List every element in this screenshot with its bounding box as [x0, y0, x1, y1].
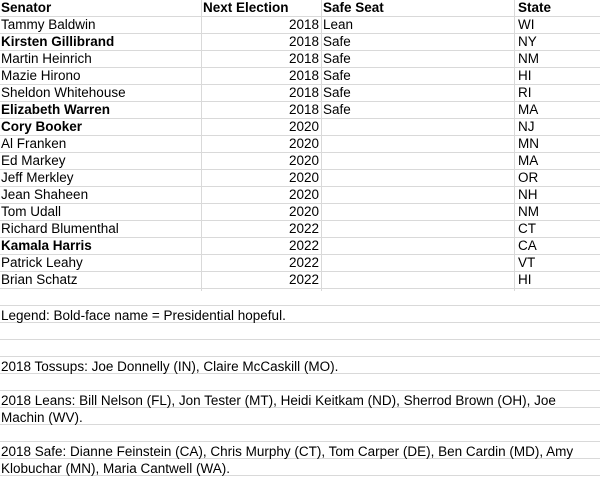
state-cell[interactable]: WI — [518, 17, 535, 32]
senator-cell[interactable]: Patrick Leahy — [1, 255, 83, 270]
empty-row — [0, 374, 600, 391]
next-election-cell[interactable]: 2020 — [288, 187, 319, 202]
leans-note[interactable]: 2018 Leans: Bill Nelson (FL), Jon Tester (MT), Heidi Keitkam (ND), Sherrod Brown (OH), Joe Machin (WV). — [1, 393, 556, 425]
senator-cell[interactable]: Richard Blumenthal — [1, 221, 119, 236]
safe-seat-cell[interactable] — [322, 272, 514, 288]
senator-cell[interactable]: Jean Shaheen — [1, 187, 89, 202]
senator-cell[interactable]: Sheldon Whitehouse — [1, 85, 126, 100]
next-election-cell[interactable]: 2018 — [288, 34, 319, 49]
next-election-cell[interactable]: 2022 — [288, 255, 319, 270]
table-row — [0, 238, 600, 255]
table-row — [0, 221, 600, 238]
next-election-cell[interactable]: 2018 — [288, 17, 319, 32]
senator-cell[interactable]: Kamala Harris — [1, 238, 92, 253]
next-election-cell[interactable]: 2022 — [288, 272, 319, 287]
senator-cell[interactable]: Elizabeth Warren — [1, 102, 111, 117]
column-divider — [321, 0, 322, 291]
senator-cell[interactable]: Cory Booker — [1, 119, 83, 134]
safe-seat-cell[interactable]: Safe — [323, 85, 351, 100]
safe-seat-cell[interactable]: Safe — [323, 51, 351, 66]
tossups-note[interactable]: 2018 Tossups: Joe Donnelly (IN), Claire McCaskill (MO). — [1, 359, 339, 374]
state-cell[interactable]: MN — [518, 136, 539, 151]
state-cell[interactable]: CT — [518, 221, 536, 236]
next-election-cell[interactable]: 2020 — [288, 153, 319, 168]
empty-row — [0, 289, 600, 306]
table-row — [0, 255, 600, 272]
empty-row — [0, 323, 600, 340]
next-election-cell[interactable]: 2020 — [288, 204, 319, 219]
senator-cell[interactable]: Brian Schatz — [1, 272, 78, 287]
column-divider — [514, 0, 515, 291]
state-cell[interactable]: MA — [518, 102, 539, 117]
safe-seat-cell[interactable] — [322, 170, 514, 186]
next-election-cell[interactable]: 2018 — [288, 102, 319, 117]
safe-seat-cell[interactable] — [322, 255, 514, 271]
state-cell[interactable]: RI — [518, 85, 532, 100]
state-cell[interactable]: NH — [518, 187, 538, 202]
legend-note[interactable]: Legend: Bold-face name = Presidential hopeful. — [1, 308, 286, 323]
senator-cell[interactable]: Ed Markey — [1, 153, 66, 168]
next-election-cell[interactable]: 2018 — [288, 85, 319, 100]
next-election-cell[interactable]: 2020 — [288, 170, 319, 185]
state-cell[interactable]: NM — [518, 51, 539, 66]
table-row — [0, 68, 600, 85]
table-row — [0, 272, 600, 289]
next-election-cell[interactable]: 2020 — [288, 136, 319, 151]
header-safe-seat[interactable]: Safe Seat — [323, 0, 384, 15]
safe-seat-cell[interactable]: Safe — [323, 34, 351, 49]
table-row — [0, 170, 600, 187]
safe-seat-cell[interactable] — [322, 238, 514, 254]
safe-seat-cell[interactable]: Safe — [323, 68, 351, 83]
state-cell[interactable]: NJ — [518, 119, 535, 134]
state-cell[interactable]: OR — [518, 170, 539, 185]
safe-seat-cell[interactable] — [322, 187, 514, 203]
empty-row — [0, 340, 600, 357]
table-row — [0, 119, 600, 136]
table-row — [0, 34, 600, 51]
safe-seat-cell[interactable] — [322, 221, 514, 237]
next-election-cell[interactable]: 2018 — [288, 68, 319, 83]
table-row — [0, 136, 600, 153]
empty-row — [0, 425, 600, 442]
safe-seat-cell[interactable]: Safe — [323, 102, 351, 117]
state-cell[interactable]: VT — [518, 255, 536, 270]
table-row — [0, 153, 600, 170]
next-election-cell[interactable]: 2022 — [288, 238, 319, 253]
next-election-cell[interactable]: 2018 — [288, 51, 319, 66]
next-election-cell[interactable]: 2020 — [288, 119, 319, 134]
table-row — [0, 204, 600, 221]
state-cell[interactable]: HI — [518, 272, 532, 287]
safe-seat-cell[interactable] — [322, 136, 514, 152]
column-divider — [201, 0, 202, 291]
table-row — [0, 187, 600, 204]
state-cell[interactable]: NM — [518, 204, 539, 219]
senator-cell[interactable]: Martin Heinrich — [1, 51, 92, 66]
header-next-election[interactable]: Next Election — [203, 0, 289, 15]
state-cell[interactable]: NY — [518, 34, 537, 49]
safe-seat-cell[interactable] — [322, 119, 514, 135]
senator-cell[interactable]: Tammy Baldwin — [1, 17, 96, 32]
table-row — [0, 51, 600, 68]
senator-cell[interactable]: Mazie Hirono — [1, 68, 81, 83]
table-row — [0, 17, 600, 34]
next-election-cell[interactable]: 2022 — [288, 221, 319, 236]
safe-seat-cell[interactable]: Lean — [323, 17, 354, 32]
table-row — [0, 102, 600, 119]
senator-cell[interactable]: Tom Udall — [1, 204, 62, 219]
safe-note[interactable]: 2018 Safe: Dianne Feinstein (CA), Chris Murphy (CT), Tom Carper (DE), Ben Cardin (MD), Amy Klobuchar (MN), Maria Cantwell (WA). — [1, 444, 574, 476]
header-row — [0, 0, 600, 17]
state-cell[interactable]: MA — [518, 153, 539, 168]
safe-seat-cell[interactable] — [322, 204, 514, 220]
safe-seat-cell[interactable] — [322, 153, 514, 169]
state-cell[interactable]: CA — [518, 238, 537, 253]
header-senator[interactable]: Senator — [1, 0, 52, 15]
senator-cell[interactable]: Al Franken — [1, 136, 67, 151]
senator-cell[interactable]: Kirsten Gillibrand — [1, 34, 115, 49]
header-state[interactable]: State — [518, 0, 552, 15]
table-row — [0, 85, 600, 102]
senator-cell[interactable]: Jeff Merkley — [1, 170, 74, 185]
state-cell[interactable]: HI — [518, 68, 532, 83]
